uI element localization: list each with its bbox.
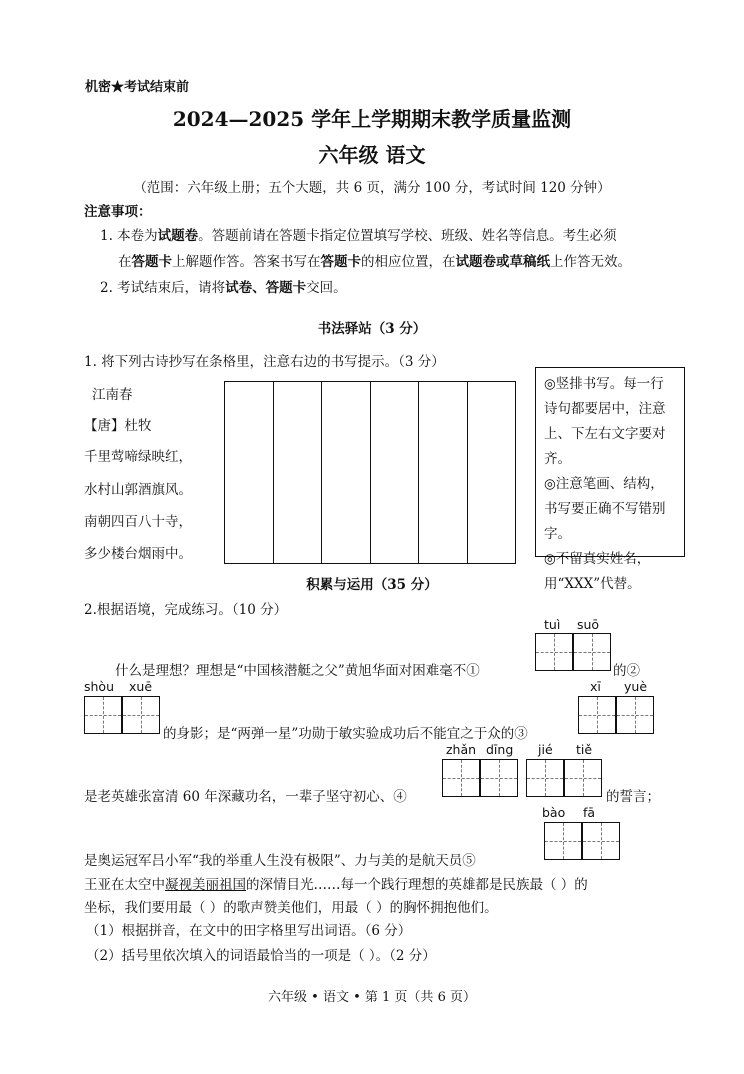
tianzi-cell[interactable]: [535, 633, 573, 671]
poem-title: 江南春: [92, 387, 133, 403]
notice-emphasis: 试题卷: [157, 228, 199, 244]
passage-text: 王亚在太空中: [84, 877, 165, 893]
writing-column[interactable]: [322, 382, 371, 563]
underlined-phrase: 凝视美丽祖国: [165, 877, 246, 893]
passage-line: 的②: [613, 663, 640, 679]
passage-line: [84, 873, 588, 893]
tianzi-cell[interactable]: [480, 759, 518, 797]
writing-column[interactable]: [468, 382, 516, 563]
sub-question-1: （1）根据拼音，在文中的田字格里写出词语。（6 分）: [86, 923, 412, 939]
exam-scope: （范围：六年级上册；五个大题，共 6 页，满分 100 分，考试时间 120 分钟）: [133, 180, 611, 196]
exam-title: 2024—2025 学年上学期期末教学质量监测: [172, 107, 572, 131]
confidential-label: 机密★考试结束前: [85, 80, 190, 95]
notice-emphasis: 答题卡: [131, 254, 172, 270]
pinyin-label: shòu: [84, 679, 115, 694]
tianzi-cell[interactable]: [526, 759, 564, 797]
pinyin-label: suō: [577, 617, 600, 632]
notice-text: 交回。: [306, 280, 347, 296]
notice-text: 。答题前请在答题卡指定位置填写学校、班级、姓名等信息。考生必须: [198, 228, 617, 244]
passage-text: 的深情目光……每一个践行理想的英雄都是民族最（ ）的: [246, 877, 588, 893]
passage-line: 的誓言；: [606, 789, 660, 805]
poem-line: 水村山郭酒旗风。: [84, 482, 192, 498]
notice-item-1-cont: [118, 250, 631, 270]
notice-text: 2. 考试结束后，请将: [100, 280, 226, 296]
tianzi-cell[interactable]: [544, 822, 582, 860]
tip-item: ◎注意笔画、结构，书写要正确不写错别字。: [544, 476, 666, 542]
poem-author: 【唐】杜牧: [84, 418, 152, 434]
section-title-calligraphy: 书法驿站（3 分）: [317, 321, 427, 337]
passage-line: 什么是理想？理想是“中国核潜艇之父”黄旭华面对困难毫不①: [115, 663, 480, 679]
notice-text: 上作答无效。: [550, 254, 631, 270]
question-1: 1. 将下列古诗抄写在条格里，注意右边的书写提示。（3 分）: [84, 354, 445, 370]
notice-heading: 注意事项：: [84, 204, 152, 220]
poem-line: 千里莺啼绿映红，: [84, 449, 192, 465]
pinyin-label: yuè: [624, 679, 648, 694]
tianzi-cell[interactable]: [442, 759, 480, 797]
notice-item-2: [100, 276, 347, 296]
pinyin-label: xī: [590, 679, 601, 694]
notice-emphasis: 答题卡: [320, 254, 361, 270]
exam-subtitle: 六年级 语文: [318, 143, 426, 167]
passage-line: 的身影；是“两弹一星”功勋于敏实验成功后不能宜之于众的③: [163, 726, 528, 742]
writing-tips-box: [535, 367, 685, 592]
passage-line: 坐标，我们要用最（ ）的歌声赞美他们，用最（ ）的胸怀拥抱他们。: [84, 900, 498, 916]
pinyin-label: xuē: [129, 679, 153, 694]
tianzi-cell[interactable]: [578, 696, 616, 734]
tianzi-cell[interactable]: [122, 696, 160, 734]
poem-line: 南朝四百八十寺，: [84, 514, 192, 530]
tianzi-cell[interactable]: [573, 633, 611, 671]
writing-column[interactable]: [274, 382, 323, 563]
pinyin-label: fā: [583, 805, 596, 820]
sub-question-2: （2）括号里依次填入的词语最恰当的一项是（ ）。（2 分）: [86, 948, 436, 964]
tip-item: ◎竖排书写。每一行诗句都要居中，注意上、下左右文字要对齐。: [544, 376, 666, 467]
tianzi-cell[interactable]: [582, 822, 620, 860]
pinyin-label: zhǎn: [446, 742, 477, 757]
tip-item: ◎不留真实姓名，用“XXX”代替。: [544, 551, 651, 592]
poem-line: 多少楼台烟雨中。: [84, 546, 192, 562]
section-title-accumulation: 积累与运用（35 分）: [306, 577, 438, 593]
pinyin-label: tuì: [544, 617, 561, 632]
tianzi-cell[interactable]: [564, 759, 602, 797]
writing-column[interactable]: [225, 382, 274, 563]
passage-line: 是老英雄张富清 60 年深藏功名，一辈子坚守初心、④: [84, 789, 407, 805]
writing-column[interactable]: [419, 382, 468, 563]
passage-line: 是奥运冠军吕小军“我的举重人生没有极限”、力与美的是航天员⑤: [84, 853, 476, 869]
notice-emphasis: 试卷、答题卡: [225, 280, 307, 296]
notice-text: 在: [118, 254, 132, 270]
pinyin-label: jié: [538, 742, 553, 757]
writing-grid[interactable]: [224, 381, 516, 564]
tianzi-cell[interactable]: [84, 696, 122, 734]
notice-text: 的相应位置，在: [361, 254, 456, 270]
notice-emphasis: 试题卷或草稿纸: [455, 254, 550, 270]
question-2: 2.根据语境，完成练习。（10 分）: [84, 602, 288, 618]
pinyin-label: bào: [542, 805, 566, 820]
notice-text: 1. 本卷为: [100, 228, 158, 244]
pinyin-label: tiě: [576, 742, 593, 757]
pinyin-label: dīng: [486, 742, 514, 757]
writing-column[interactable]: [371, 382, 420, 563]
notice-text: 上解题作答。答案书写在: [172, 254, 321, 270]
page-footer: 六年级 • 语文 • 第 1 页（共 6 页）: [268, 990, 476, 1005]
notice-item-1: [100, 224, 617, 244]
tianzi-cell[interactable]: [616, 696, 654, 734]
